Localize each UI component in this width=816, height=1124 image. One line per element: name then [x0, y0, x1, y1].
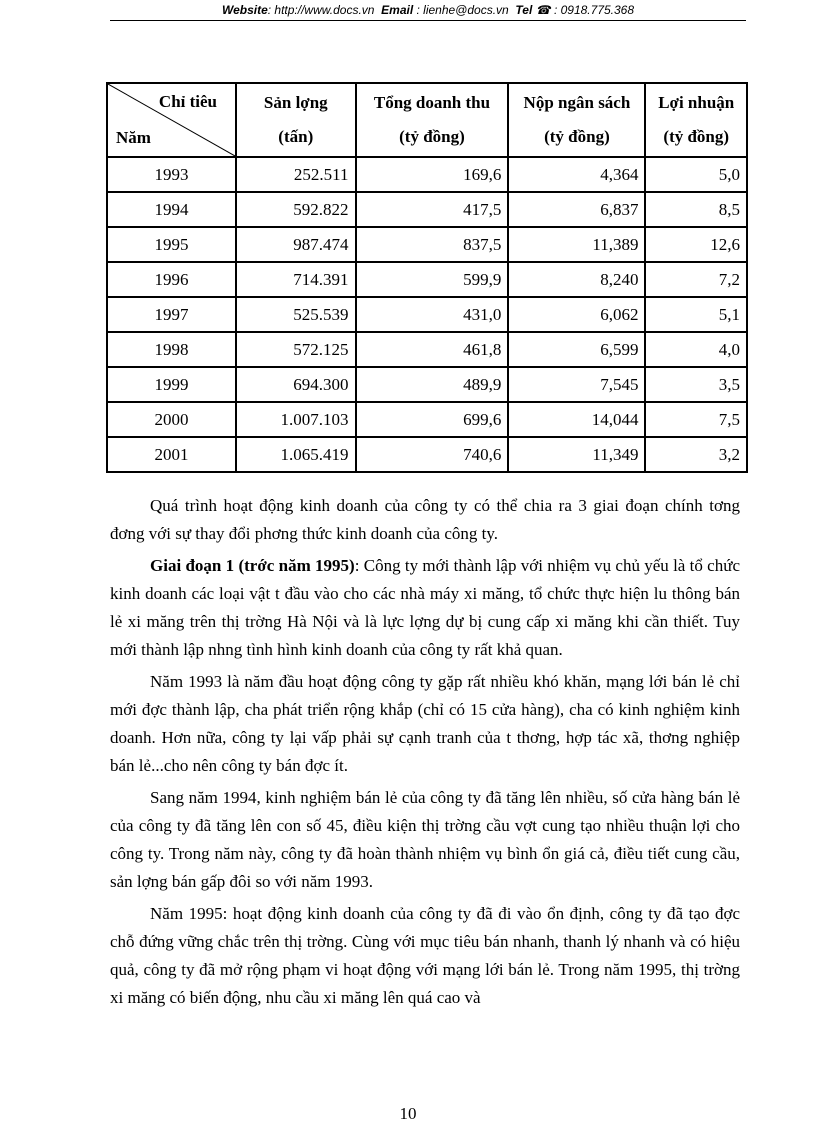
profit-cell: 7,2: [645, 262, 747, 297]
year-cell: 1994: [107, 192, 236, 227]
column-header-budget: Nộp ngân sách (tỷ đồng): [508, 83, 645, 157]
paragraph-1994: Sang năm 1994, kinh nghiệm bán lẻ của công ty đã tăng lên nhiều, số cửa hàng bán lẻ của công ty đã tăng lên con số 45, điều kiện thị trờng cầu vợt cung tạo nhiều thuận lợi cho công ty. Trong năm này, công ty đã hoàn thành nhiệm vụ bình ổn giá cả, điều tiết cung cầu, sản lợng bán gấp đôi so với năm 1993.: [110, 788, 740, 891]
profit-cell: 12,6: [645, 227, 747, 262]
profit-cell: 3,5: [645, 367, 747, 402]
paragraph-phase-1: Giai đoạn 1 (trớc năm 1995): Công ty mới thành lập với nhiệm vụ chủ yếu là tổ chức kinh doanh các loại vật t đầu vào cho các nhà máy xi măng, tổ chức thực hiện lu thông bán lẻ xi măng trên thị trờng Hà Nội và là lực lợng dự bị cung cấp xi măng khi cần thiết. Tuy mới thành lập nhng tình hình kinh doanh của công ty rất khả quan.: [110, 556, 740, 659]
year-cell: 1999: [107, 367, 236, 402]
budget-cell: 6,599: [508, 332, 645, 367]
phone-icon: ☎: [535, 3, 551, 17]
budget-cell: 8,240: [508, 262, 645, 297]
year-cell: 1998: [107, 332, 236, 367]
website-value: : http://www.docs.vn: [267, 3, 375, 17]
output-cell: 1.007.103: [236, 402, 356, 437]
profit-cell: 3,2: [645, 437, 747, 472]
email-value: : lienhe@docs.vn: [413, 3, 509, 17]
revenue-cell: 489,9: [356, 367, 509, 402]
budget-cell: 6,062: [508, 297, 645, 332]
table-row: [107, 157, 747, 192]
revenue-cell: 699,6: [356, 402, 509, 437]
budget-cell: 11,349: [508, 437, 645, 472]
revenue-cell: 599,9: [356, 262, 509, 297]
email-label: Email: [381, 3, 414, 17]
revenue-cell: 169,6: [356, 157, 509, 192]
corner-header-cell: [107, 83, 236, 157]
table-header-row: [107, 83, 747, 157]
output-cell: 592.822: [236, 192, 356, 227]
header-rule: [110, 20, 746, 21]
output-cell: 1.065.419: [236, 437, 356, 472]
output-cell: 252.511: [236, 157, 356, 192]
body-text: [110, 492, 740, 1016]
table-row: [107, 262, 747, 297]
page-header: [110, 0, 746, 20]
output-cell: 987.474: [236, 227, 356, 262]
output-cell: 714.391: [236, 262, 356, 297]
revenue-cell: 461,8: [356, 332, 509, 367]
phase-1-heading: Giai đoạn 1 (trớc năm 1995): [150, 556, 355, 575]
profit-cell: 5,1: [645, 297, 747, 332]
paragraph-1993: Năm 1993 là năm đầu hoạt động công ty gặp rất nhiều khó khăn, mạng lới bán lẻ chỉ mới đợc thành lập, cha phát triển rộng khắp (chỉ có 15 cửa hàng), cha có kinh nghiệm kinh doanh. Hơn nữa, công ty lại vấp phải sự cạnh tranh của t thơng, hợp tác xã, thơng nghiệp bán lẻ...cho nên công ty bán đợc ít.: [110, 672, 740, 775]
year-cell: 2001: [107, 437, 236, 472]
year-cell: 1996: [107, 262, 236, 297]
output-cell: 572.125: [236, 332, 356, 367]
column-header-revenue: Tổng doanh thu (tỷ đồng): [356, 83, 509, 157]
table-row: [107, 402, 747, 437]
profit-cell: 4,0: [645, 332, 747, 367]
tel-label: Tel: [515, 3, 533, 17]
page-number: 10: [399, 1104, 417, 1123]
revenue-cell: 417,5: [356, 192, 509, 227]
budget-cell: 7,545: [508, 367, 645, 402]
table-row: [107, 192, 747, 227]
profit-cell: 8,5: [645, 192, 747, 227]
year-cell: 1995: [107, 227, 236, 262]
year-cell: 2000: [107, 402, 236, 437]
table-row: [107, 297, 747, 332]
paragraph-1995: Năm 1995: hoạt động kinh doanh của công ty đã đi vào ổn định, công ty đã tạo đợc chỗ đứng vững chắc trên thị trờng. Cùng với mục tiêu bán nhanh, thanh lý nhanh và có hiệu quả, công ty đã mở rộng phạm vi hoạt động với mạng lới bán lẻ. Trong năm 1995, thị trờng xi măng có biến động, nhu cầu xi măng lên quá cao và: [110, 904, 740, 1007]
year-cell: 1993: [107, 157, 236, 192]
budget-cell: 14,044: [508, 402, 645, 437]
profit-cell: 5,0: [645, 157, 747, 192]
revenue-cell: 740,6: [356, 437, 509, 472]
output-cell: 525.539: [236, 297, 356, 332]
tel-value: : 0918.775.368: [550, 3, 635, 17]
profit-cell: 7,5: [645, 402, 747, 437]
output-cell: 694.300: [236, 367, 356, 402]
budget-cell: 6,837: [508, 192, 645, 227]
revenue-cell: 431,0: [356, 297, 509, 332]
table-row: [107, 367, 747, 402]
corner-top-label: Chỉ tiêu: [158, 92, 218, 111]
table-row: [107, 227, 747, 262]
revenue-cell: 837,5: [356, 227, 509, 262]
table-row: [107, 437, 747, 472]
column-header-output: Sản lợng (tấn): [236, 83, 356, 157]
budget-cell: 11,389: [508, 227, 645, 262]
year-cell: 1997: [107, 297, 236, 332]
website-label: Website: [221, 3, 268, 17]
paragraph-overview: Quá trình hoạt động kinh doanh của công ty có thể chia ra 3 giai đoạn chính tơng đơng với sự thay đổi phơng thức kinh doanh của công ty.: [110, 496, 740, 543]
table-row: [107, 332, 747, 367]
column-header-profit: Lợi nhuận (tỷ đồng): [645, 83, 747, 157]
corner-bottom-label: Năm: [116, 128, 151, 147]
business-results-table: [106, 82, 748, 473]
budget-cell: 4,364: [508, 157, 645, 192]
